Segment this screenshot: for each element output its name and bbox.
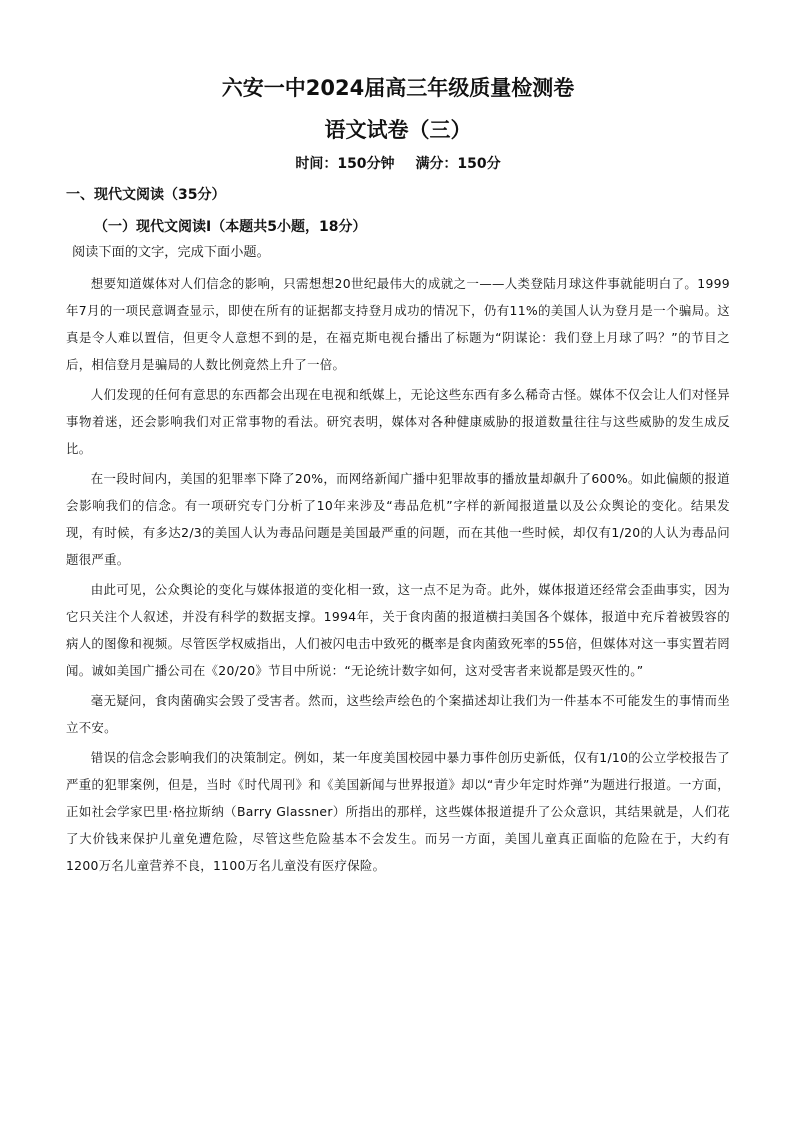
- passage-paragraph-6: 错误的信念会影响我们的决策制定。例如，某一年度美国校园中暴力事件创历史新低，仅有1/10的公立学校报告了严重的犯罪案例，但是，当时《时代周刊》和《美国新闻与世界报道》却以“青少年定时炸弹”为题进行报道。一方面，正如社会学家巴里·格拉斯纳（Barry Glassner）所指出的那样，这些媒体报道提升了公众意识，其结果就是，人们花了大价钱来保护儿童免遭危险，尽管这些危险基本不会发生。而另一方面，美国儿童真正面临的危险在于，大约有1200万名儿童营养不良，1100万名儿童没有医疗保险。: [66, 750, 730, 873]
- exam-meta: [66, 154, 730, 174]
- reading-instruction: 阅读下面的文字，完成下面小题。: [72, 245, 270, 260]
- exam-score: 满分：150分: [415, 156, 501, 172]
- passage-paragraph-2: 人们发现的任何有意思的东西都会出现在电视和纸媒上，无论这些东西有多么稀奇古怪。媒体不仅会让人们对怪异事物着迷，还会影响我们对正常事物的看法。研究表明，媒体对各种健康威胁的报道数量往往与这些威胁的发生成反比。: [66, 387, 730, 456]
- passage-paragraph-1: 想要知道媒体对人们信念的影响，只需想想20世纪最伟大的成就之一——人类登陆月球这件事就能明白了。1999年7月的一项民意调查显示，即使在所有的证据都支持登月成功的情况下，仍有11%的美国人认为登月是一个骗局。这真是令人难以置信，但更令人意想不到的是，在福克斯电视台播出了标题为“阴谋论：我们登上月球了吗？”的节目之后，相信登月是骗局的人数比例竟然上升了一倍。: [66, 276, 730, 372]
- exam-subtitle: 语文试卷（三）: [324, 118, 472, 142]
- reading-passage: [66, 270, 730, 879]
- section-heading: 一、现代文阅读（35分）: [66, 187, 226, 203]
- exam-time: 时间：150分钟: [295, 156, 395, 172]
- passage-paragraph-4: 由此可见，公众舆论的变化与媒体报道的变化相一致，这一点不足为奇。此外，媒体报道还经常会歪曲事实，因为它只关注个人叙述，并没有科学的数据支撑。1994年，关于食肉菌的报道横扫美国各个媒体，报道中充斥着被毁容的病人的图像和视频。尽管医学权威指出，人们被闪电击中致死的概率是食肉菌致死率的55倍，但媒体对这一事实置若罔闻。诚如美国广播公司在《20/20》节目中所说：“无论统计数字如何，这对受害者来说都是毁灭性的。”: [66, 582, 730, 678]
- passage-paragraph-5: 毫无疑问，食肉菌确实会毁了受害者。然而，这些绘声绘色的个案描述却让我们为一件基本不可能发生的事情而坐立不安。: [66, 693, 730, 735]
- passage-paragraph-3: 在一段时间内，美国的犯罪率下降了20%，而网络新闻广播中犯罪故事的播放量却飙升了600%。如此偏颇的报道会影响我们的信念。有一项研究专门分析了10年来涉及“毒品危机”字样的新闻报道量以及公众舆论的变化。结果发现，有时候，有多达2/3的美国人认为毒品问题是美国最严重的问题，而在其他一些时候，却仅有1/20的人认为毒品问题很严重。: [66, 471, 730, 567]
- subsection-heading: （一）现代文阅读Ⅰ（本题共5小题，18分）: [94, 219, 367, 235]
- exam-title: 六安一中2024届高三年级质量检测卷: [221, 76, 575, 100]
